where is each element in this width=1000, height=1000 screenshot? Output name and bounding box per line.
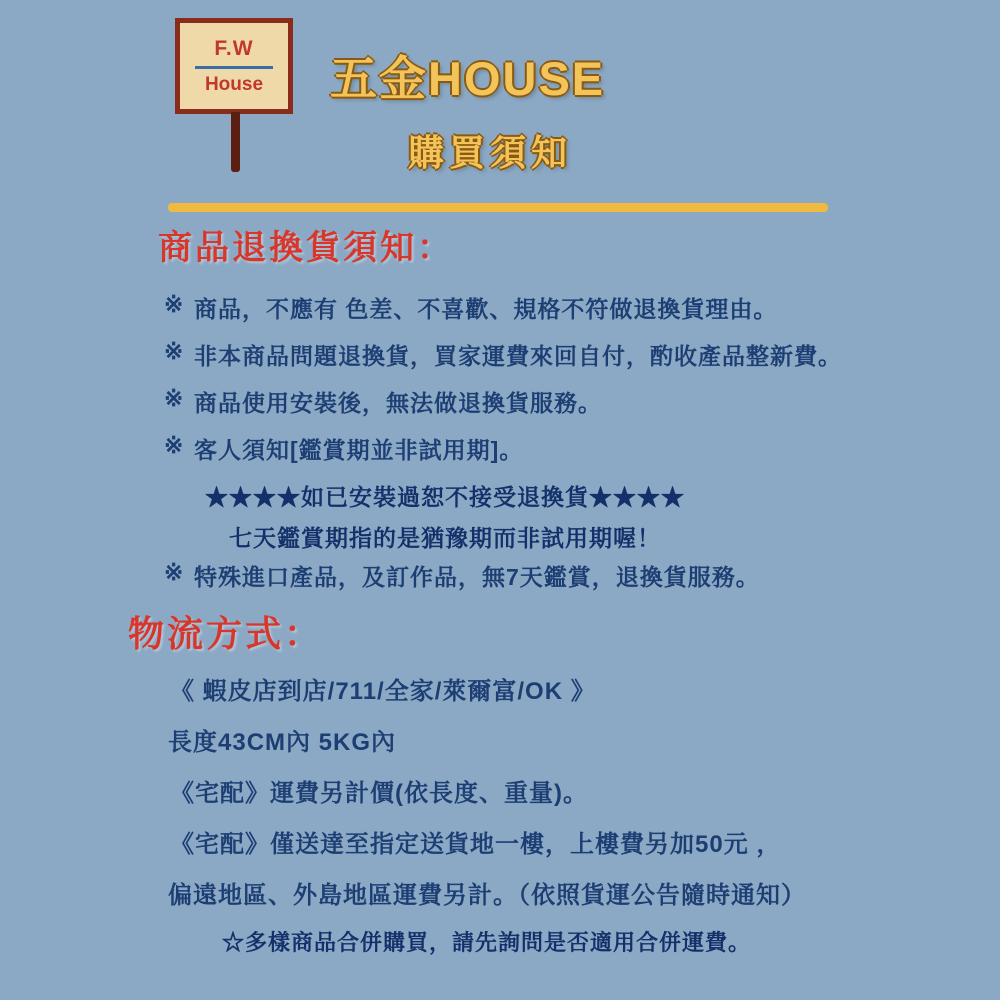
- document-body: [0, 228, 1000, 957]
- list-item: 《宅配》僅送達至指定送貨地一樓，上樓費另加50元 ，: [170, 830, 782, 858]
- header-divider: [168, 203, 828, 212]
- document-header: [0, 0, 1000, 200]
- logo-bottom-text: House: [204, 74, 264, 95]
- list-item: [164, 291, 1000, 324]
- list-item: [164, 338, 1000, 371]
- returns-bullet-list: [0, 291, 1000, 592]
- list-item: 長度43CM內 5KG內: [168, 728, 397, 756]
- list-item: 《宅配》運費另計價(依長度、重量)。: [170, 779, 588, 807]
- list-item-text: 特殊進口產品，及訂作品，無7天鑑賞，退換貨服務。: [194, 563, 760, 590]
- page-subtitle: 購買須知: [408, 132, 573, 173]
- shop-sign-icon: [175, 18, 293, 114]
- highlight-line-stars: ★★★★如已安裝過恕不接受退換貨★★★★: [205, 483, 685, 510]
- logo-top-text: F.W: [214, 37, 254, 60]
- brand-title: 五金HOUSE: [330, 52, 606, 105]
- bullet-mark-icon: ※: [164, 337, 185, 364]
- bullet-mark-icon: ※: [164, 431, 185, 458]
- shipping-section-title: 物流方式：: [128, 612, 324, 654]
- list-item: [164, 432, 1000, 465]
- list-item-text: 非本商品問題退換貨，買家運費來回自付，酌收產品整新費。: [194, 342, 842, 369]
- logo-divider: [195, 66, 273, 69]
- list-item-text: 客人須知[鑑賞期並非試用期]。: [194, 436, 524, 463]
- list-item: [164, 559, 1000, 592]
- list-item-text: 商品使用安裝後，無法做退換貨服務。: [194, 389, 602, 416]
- bullet-mark-icon: ※: [164, 384, 185, 411]
- bullet-mark-icon: ※: [164, 290, 185, 317]
- bullet-mark-icon: ※: [164, 558, 185, 585]
- returns-section-title: 商品退換貨須知：: [158, 229, 454, 267]
- list-item: [164, 385, 1000, 418]
- list-item: 《 蝦皮店到店/711/全家/萊爾富/OK 》: [170, 677, 596, 705]
- highlight-line-note: 七天鑑賞期指的是猶豫期而非試用期喔！: [229, 524, 661, 551]
- shipping-list: [0, 671, 1000, 957]
- list-item: 偏遠地區、外島地區運費另計。（依照貨運公告隨時通知）: [168, 881, 806, 909]
- sign-post-icon: [231, 112, 240, 172]
- list-item-text: 商品，不應有 色差、不喜歡、規格不符做退換貨理由。: [194, 295, 778, 322]
- combined-shipping-note: ☆多樣商品合併購買，請先詢問是否適用合併運費。: [222, 929, 752, 955]
